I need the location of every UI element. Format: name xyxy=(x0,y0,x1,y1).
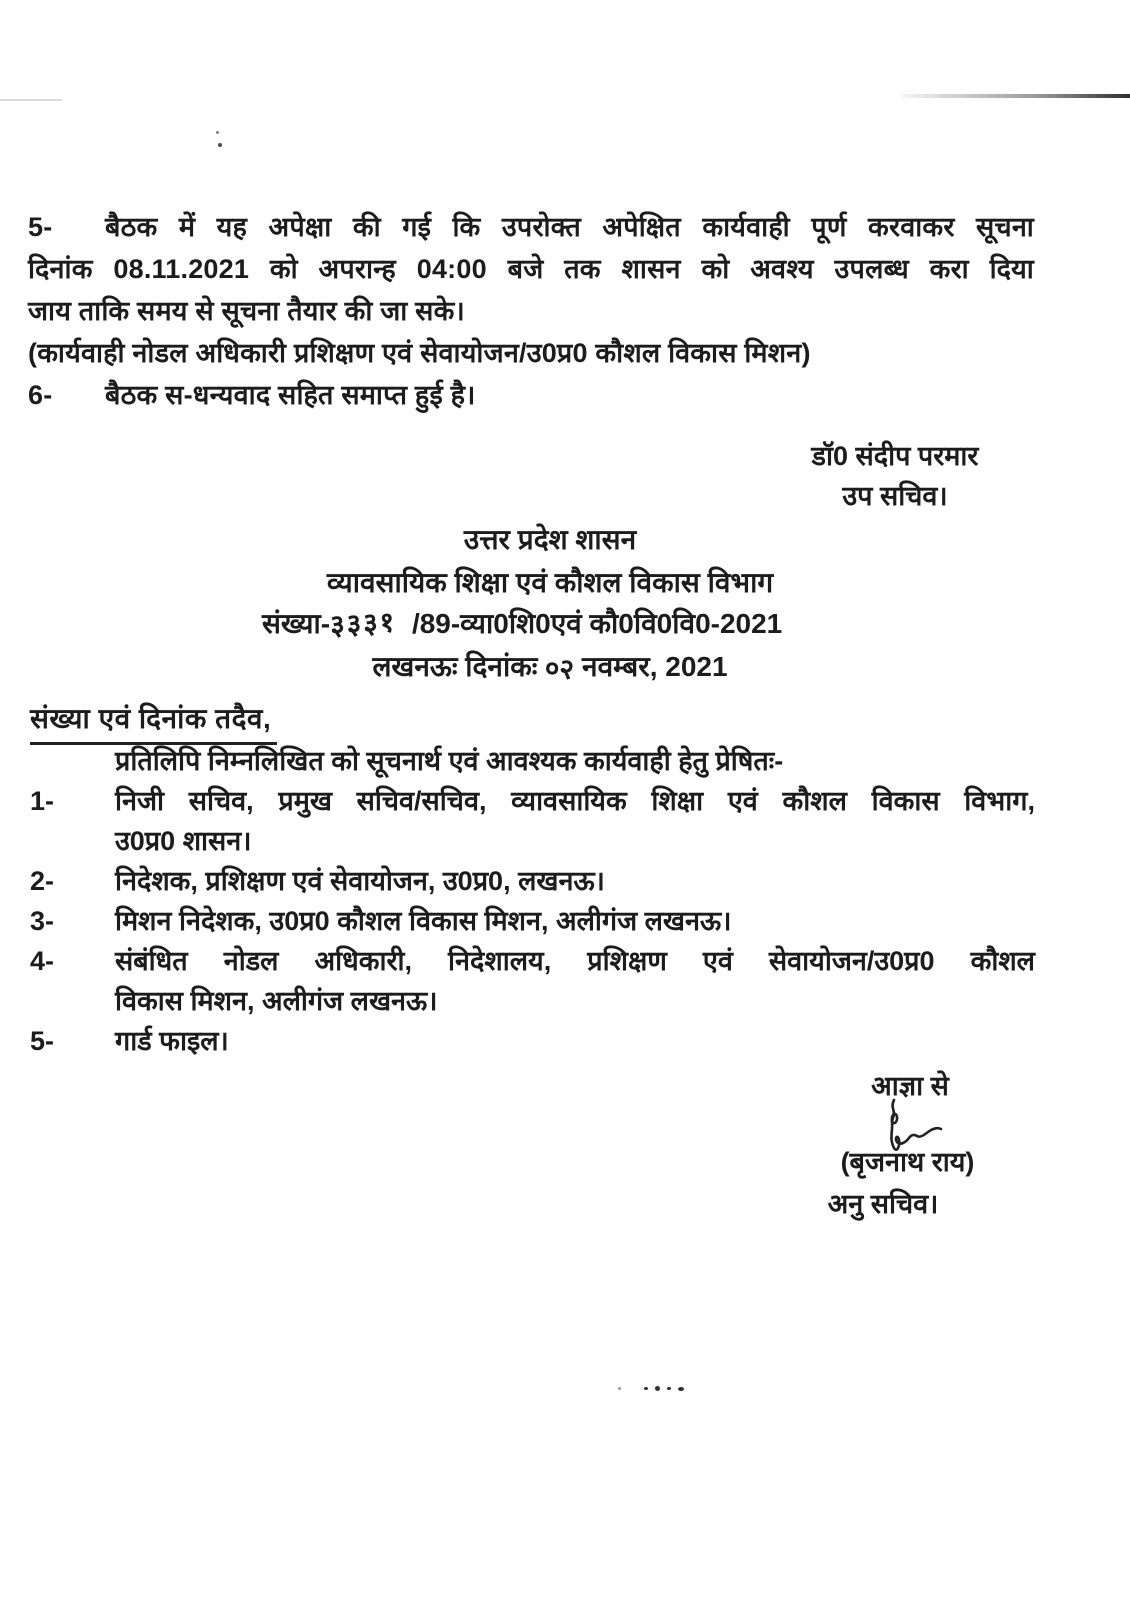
para5-text1: बैठक में यह अपेक्षा की गई कि उपरोक्त अपेक्षित कार्यवाही पूर्ण करवाकर सूचना xyxy=(105,212,1034,242)
para6-line xyxy=(28,374,1034,416)
place-date-prefix: लखनऊः दिनांकः xyxy=(372,651,538,682)
list-item xyxy=(28,901,1035,941)
scan-speck xyxy=(218,143,222,147)
para6-text: बैठक स-धन्यवाद सहित समाप्त हुई है। xyxy=(105,380,476,410)
para6-number: 6- xyxy=(28,380,53,410)
list-text: निदेशक, प्रशिक्षण एवं सेवायोजन, उ0प्र0, लखनऊ। xyxy=(115,866,605,896)
signatory2-name: (बृजनाथ राय) xyxy=(840,1147,975,1177)
letter-number-line xyxy=(262,604,782,642)
list-item xyxy=(28,1021,1035,1061)
place-date-line xyxy=(0,647,1100,685)
body-paragraphs xyxy=(28,206,1034,416)
signatory1-name: डॉ0 संदीप परमार xyxy=(811,441,979,471)
scan-speck xyxy=(216,131,219,134)
letterhead-department: व्यावसायिक शिक्षा एवं कौशल विकास विभाग xyxy=(326,567,774,598)
scan-artifact-line-right xyxy=(902,94,1130,98)
signatory2-title: अनु सचिव। xyxy=(827,1189,939,1219)
nodal-officer-note: (कार्यवाही नोडल अधिकारी प्रशिक्षण एवं सेवायोजन/उ0प्र0 कौशल विकास मिशन) xyxy=(28,338,811,368)
para5-line1 xyxy=(28,206,1034,248)
letterhead-government: उत्तर प्रदेश शासन xyxy=(463,524,637,555)
list-text: मिशन निदेशक, उ0प्र0 कौशल विकास मिशन, अलीगंज लखनऊ। xyxy=(115,906,732,936)
scan-noise-dots xyxy=(618,1386,684,1391)
letter-number-suffix: /89-व्या0शि0एवं कौ0वि0वि0-2021 xyxy=(411,608,783,639)
para5-line3: जाय ताकि समय से सूचना तैयार की जा सके। xyxy=(28,296,465,326)
date-handwritten: ०२ xyxy=(543,652,576,685)
para5-line2: दिनांक 08.11.2021 को अपरान्ह 04:00 बजे तक शासन को अवश्य उपलब्ध करा दिया xyxy=(28,254,1034,284)
list-text: उ0प्र0 शासन। xyxy=(115,826,252,856)
list-number: 2- xyxy=(30,866,55,896)
list-item xyxy=(28,861,1035,901)
letter-number-handwritten: ३३३१ xyxy=(329,606,398,641)
list-text: संबंधित नोडल अधिकारी, निदेशालय, प्रशिक्षण एवं सेवायोजन/उ0प्र0 कौशल xyxy=(115,946,1035,976)
list-number: 3- xyxy=(30,906,55,936)
list-text: गार्ड फाइल। xyxy=(115,1026,229,1056)
letterhead xyxy=(0,518,1100,604)
same-number-date-heading: संख्या एवं दिनांक तदैव, xyxy=(30,699,277,745)
list-item xyxy=(28,781,1035,861)
distribution-list xyxy=(28,781,1035,1061)
list-text: विकास मिशन, अलीगंज लखनऊ। xyxy=(115,986,438,1016)
signatory1-title: उप सचिव। xyxy=(842,481,948,511)
list-number: 4- xyxy=(30,946,55,976)
copy-intro-line: प्रतिलिपि निम्नलिखित को सूचनार्थ एवं आवश्यक कार्यवाही हेतु प्रेषितः- xyxy=(115,746,784,776)
list-text: निजी सचिव, प्रमुख सचिव/सचिव, व्यावसायिक शिक्षा एवं कौशल विकास विभाग, xyxy=(115,786,1035,816)
para5-number: 5- xyxy=(28,212,53,242)
list-number: 5- xyxy=(30,1026,55,1056)
place-date-suffix: नवम्बर, 2021 xyxy=(582,651,728,682)
signatory-block-1 xyxy=(780,436,1010,516)
list-number: 1- xyxy=(30,786,55,816)
scan-artifact-line-left xyxy=(0,99,62,101)
list-item xyxy=(28,941,1035,1021)
by-order-text: आज्ञा से xyxy=(871,1071,949,1101)
letter-number-prefix: संख्या- xyxy=(262,608,331,639)
